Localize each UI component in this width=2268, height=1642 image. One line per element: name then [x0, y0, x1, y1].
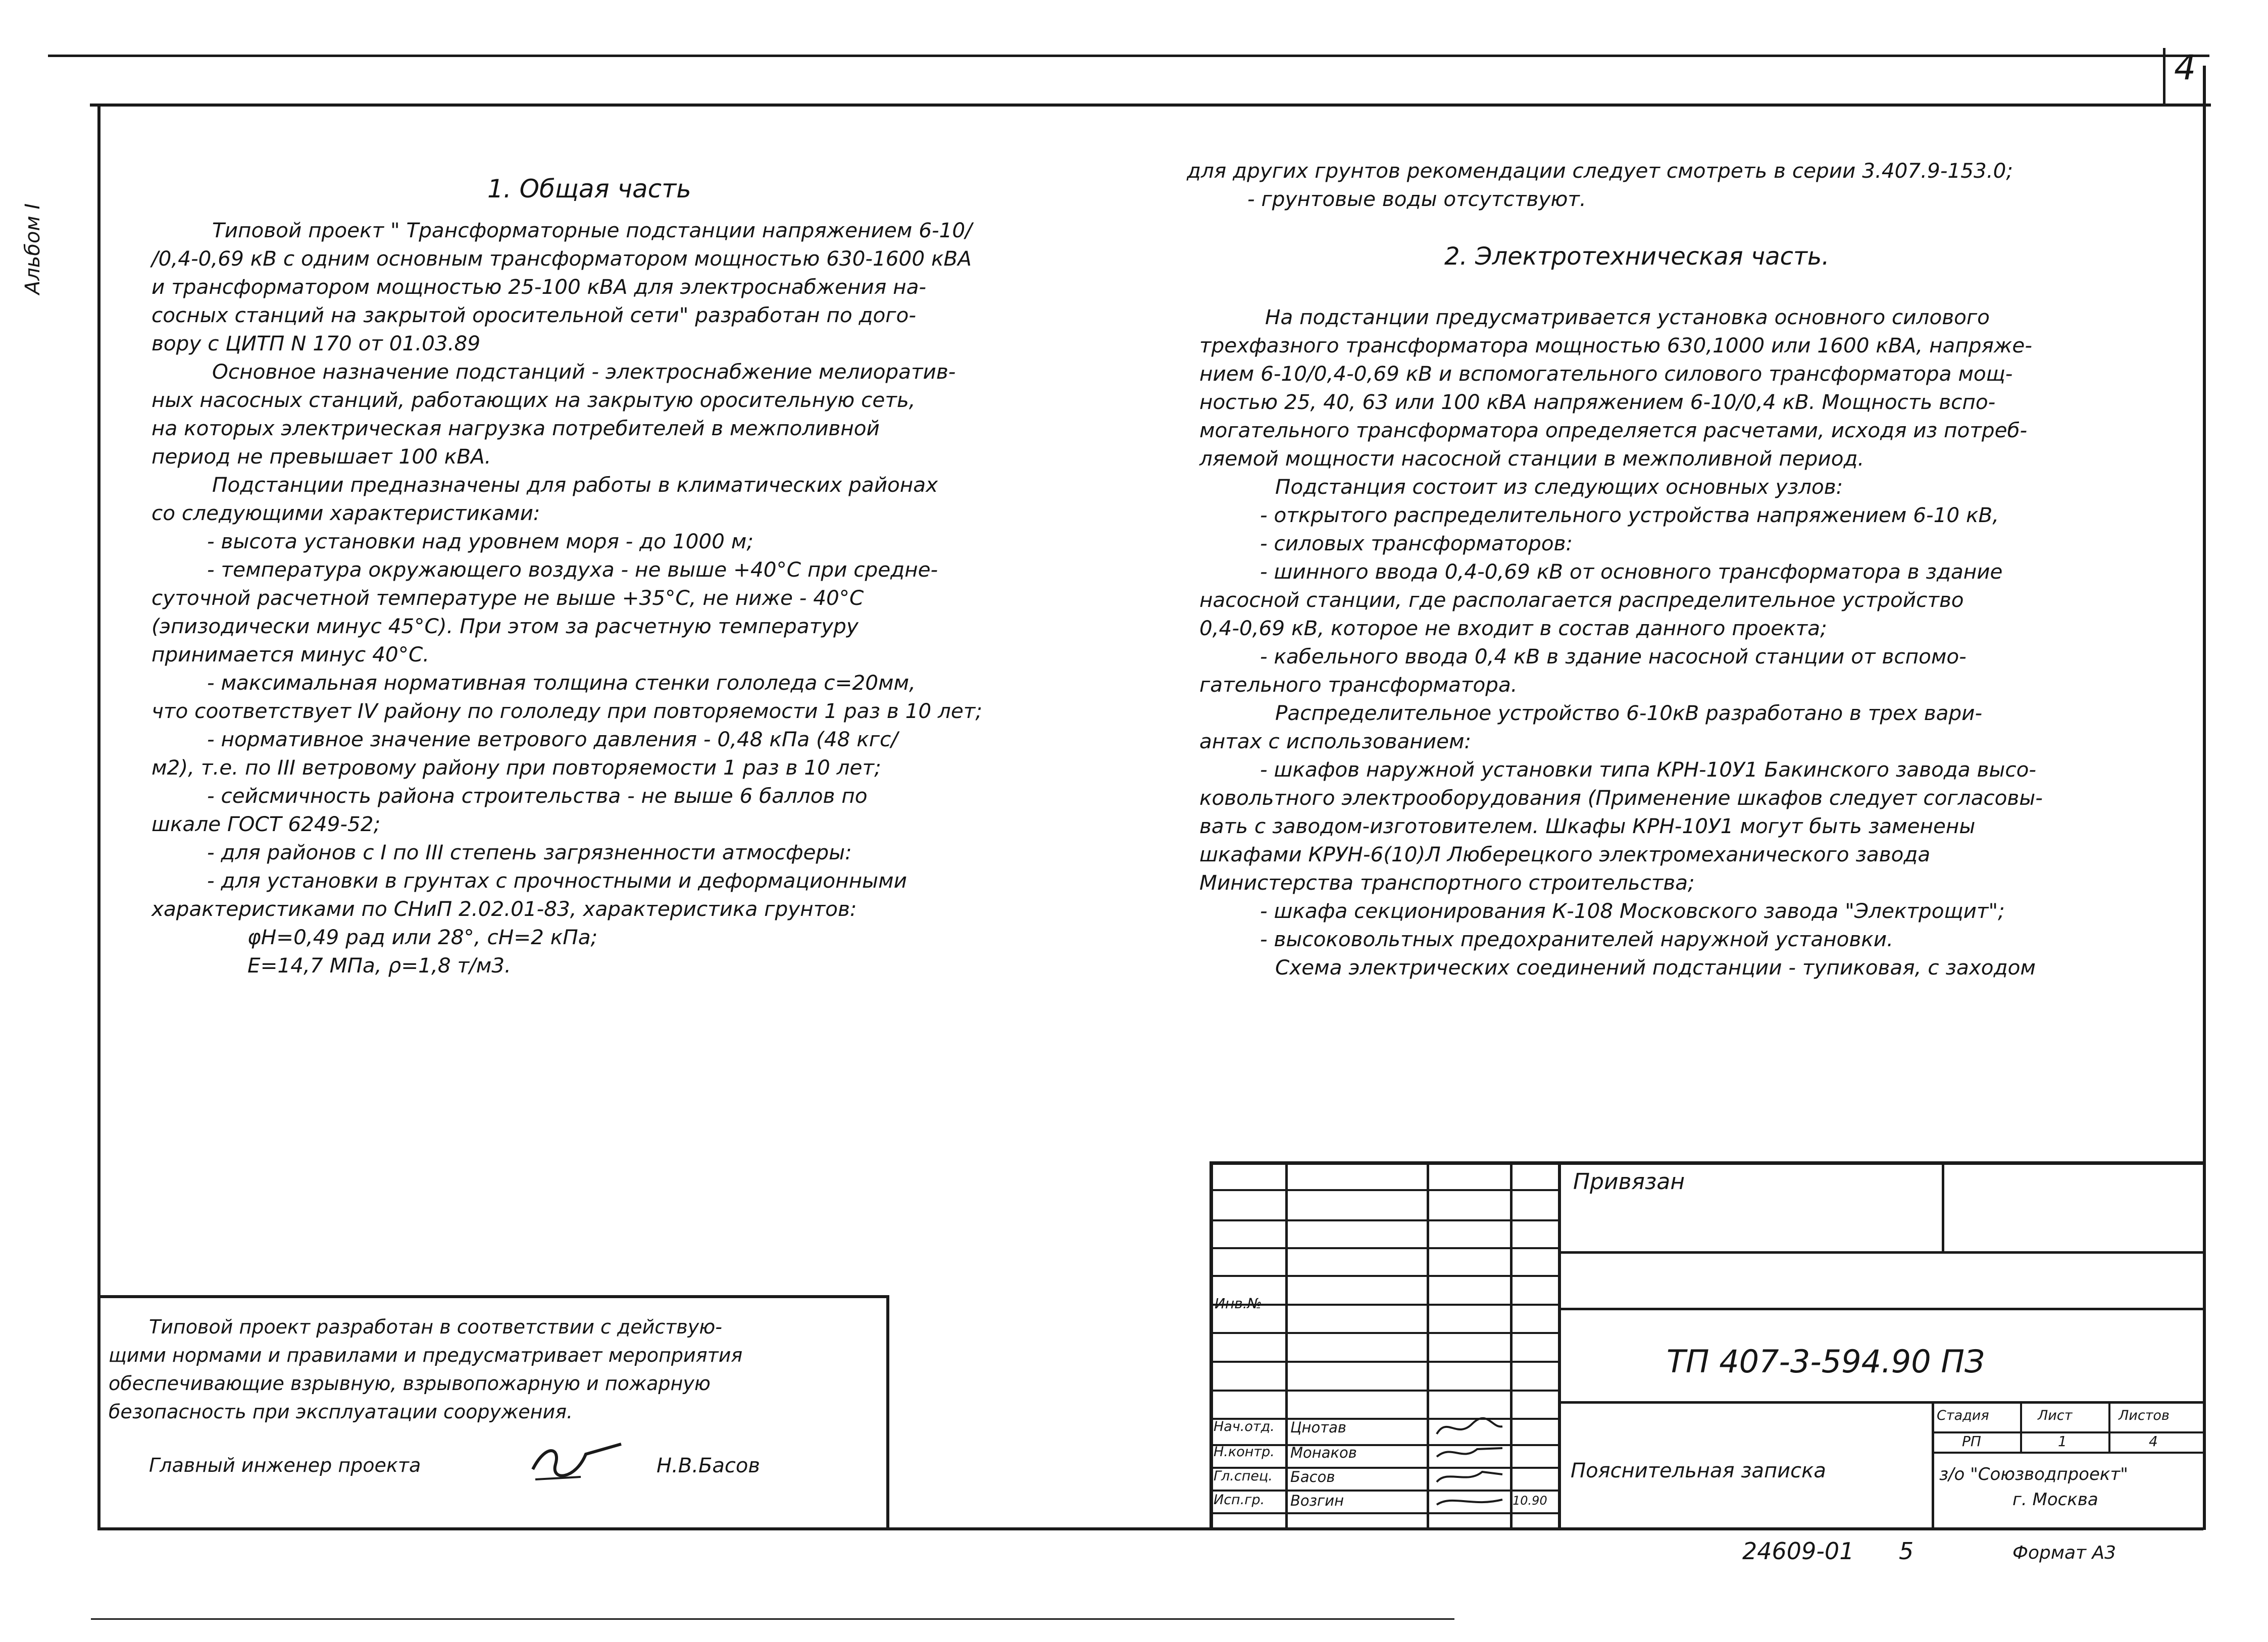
- text-line: Министерства транспортного строительства;: [1199, 870, 1695, 895]
- text-line: 0,4-0,69 кВ, которое не входит в состав данного проекта;: [1199, 616, 1827, 640]
- right-intro-block: [1187, 157, 2013, 213]
- text-line: - сейсмичность района строительства - не выше 6 баллов по: [207, 784, 868, 808]
- text-line: трехфазного трансформатора мощностью 630,1000 или 1600 кВА, напряже-: [1199, 333, 2032, 357]
- top-rule: [48, 55, 2209, 57]
- text-line: (эпизодически минус 45°С). При этом за расчетную температуру: [152, 614, 859, 638]
- person-name: Цнотав: [1290, 1419, 1346, 1436]
- text-line: - шинного ввода 0,4-0,69 кВ от основного трансформатора в здание: [1260, 559, 2003, 584]
- paper-format: Формат А3: [2012, 1543, 2116, 1563]
- text-line: Типовой проект " Трансформаторные подстанции напряжением 6-10/: [212, 218, 972, 242]
- copy-number: 24609-01: [1742, 1537, 1854, 1565]
- bottom-rule: [91, 1618, 1454, 1620]
- text-line: - высоковольтных предохранителей наружной установки.: [1260, 927, 1893, 951]
- text-line: - высота установки над уровнем моря - до 1000 м;: [207, 529, 753, 553]
- text-line: ковольтного электрооборудования (Применение шкафов следует согласовы-: [1199, 786, 2043, 810]
- sheet-header: Лист: [2038, 1408, 2073, 1423]
- person-name: Возгин: [1290, 1492, 1344, 1509]
- note-line: обеспечивающие взрывную, взрывопожарную и пожарную: [109, 1372, 711, 1395]
- section-title-electrical: 2. Электротехническая часть.: [1444, 242, 1830, 271]
- title-block: [1209, 1161, 2204, 1530]
- organization-name: з/о "Союзводпроект": [1939, 1464, 2128, 1484]
- text-line: Схема электрических соединений подстанции - тупиковая, с заходом: [1275, 955, 2036, 980]
- text-line: φН=0,49 рад или 28°, сН=2 кПа;: [247, 925, 598, 949]
- sheet-number: 4: [2174, 48, 2196, 88]
- text-line: - грунтовые воды отсутствуют.: [1247, 187, 1586, 211]
- text-line: насосной станции, где располагается распределительное устройство: [1199, 588, 1964, 612]
- text-line: Подстанция состоит из следующих основных узлов:: [1275, 475, 1843, 499]
- text-line: для других грунтов рекомендации следует смотреть в серии 3.407.9-153.0;: [1187, 159, 2013, 183]
- section-title-general: 1. Общая часть: [487, 174, 691, 203]
- note-line: Типовой проект разработан в соответствии с действую-: [149, 1316, 722, 1338]
- left-text-block: [152, 216, 982, 980]
- text-line: Е=14,7 МПа, ρ=1,8 т/м3.: [247, 953, 511, 978]
- text-line: и трансформатором мощностью 25-100 кВА для электроснабжения на-: [152, 275, 926, 299]
- text-line: характеристиками по СНиП 2.02.01-83, характеристика грунтов:: [152, 897, 857, 921]
- text-line: - нормативное значение ветрового давления - 0,48 кПа (48 кгс/: [207, 727, 898, 751]
- text-line: - шкафа секционирования К-108 Московского завода "Электрощит";: [1260, 899, 2005, 923]
- chief-engineer-name: Н.В.Басов: [657, 1454, 760, 1477]
- text-line: антах с использованием:: [1199, 729, 1472, 753]
- chief-engineer-label: Главный инженер проекта: [149, 1454, 421, 1476]
- text-line: период не превышает 100 кВА.: [152, 444, 491, 469]
- text-line: Основное назначение подстанций - электроснабжение мелиоратив-: [212, 360, 956, 384]
- sheets-header: Листов: [2119, 1408, 2170, 1423]
- stage-value: РП: [1962, 1433, 1981, 1450]
- text-line: - для районов с I по III степень загрязненности атмосферы:: [207, 840, 852, 864]
- text-line: вать с заводом-изготовителем. Шкафы КРН-10У1 могут быть заменены: [1199, 814, 1976, 838]
- text-line: /0,4-0,69 кВ с одним основным трансформатором мощностью 630-1600 кВА: [152, 246, 972, 271]
- text-line: шкале ГОСТ 6249-52;: [152, 812, 381, 836]
- text-line: шкафами КРУН-6(10)Л Люберецкого электромеханического завода: [1199, 842, 1931, 866]
- signatures: [1432, 1414, 1507, 1515]
- text-line: принимается минус 40°С.: [152, 642, 430, 666]
- note-line: безопасность при эксплуатации сооружения.: [109, 1401, 573, 1423]
- text-line: - для установки в грунтах с прочностными и деформационными: [207, 868, 907, 893]
- person-name: Монаков: [1290, 1444, 1357, 1461]
- text-line: ных насосных станций, работающих на закрытую оросительную сеть,: [152, 388, 916, 412]
- note-box-right: [886, 1295, 889, 1527]
- text-line: м2), т.е. по III ветровому району при повторяемости 1 раз в 10 лет;: [152, 755, 881, 780]
- role-label: Н.контр.: [1214, 1444, 1275, 1460]
- text-line: суточной расчетной температуре не выше +35°С, не ниже - 40°С: [152, 586, 864, 610]
- stage-header: Стадия: [1937, 1408, 1989, 1423]
- role-label: Нач.отд.: [1214, 1419, 1275, 1434]
- document-code: ТП 407-3-594.90 ПЗ: [1667, 1343, 1985, 1380]
- text-line: На подстанции предусматривается установка основного силового: [1265, 305, 1990, 329]
- text-line: сосных станций на закрытой оросительной сети" разработан по дого-: [152, 303, 916, 327]
- text-line: Подстанции предназначены для работы в климатических районах: [212, 473, 938, 497]
- text-line: - открытого распределительного устройства напряжением 6-10 кВ,: [1260, 503, 1999, 527]
- text-line: - температура окружающего воздуха - не выше +40°С при средне-: [207, 557, 938, 582]
- organization-city: г. Москва: [2012, 1490, 2098, 1510]
- text-line: ляемой мощности насосной станции в межполивной период.: [1199, 446, 1864, 471]
- album-label: Альбом I: [21, 203, 44, 295]
- copy-suffix: 5: [1899, 1537, 1914, 1565]
- text-line: могательного трансформатора определяется расчетами, исходя из потреб-: [1199, 418, 2028, 442]
- right-text-block: [1199, 303, 2043, 982]
- text-line: - максимальная нормативная толщина стенки гололеда с=20мм,: [207, 671, 916, 695]
- text-line: гательного трансформатора.: [1199, 673, 1518, 697]
- document-title: Пояснительная записка: [1571, 1459, 1826, 1482]
- text-line: Распределительное устройство 6-10кВ разработано в трех вари-: [1275, 701, 1983, 725]
- text-line: на которых электрическая нагрузка потребителей в межполивной: [152, 416, 880, 440]
- bound-label: Привязан: [1573, 1169, 1685, 1195]
- text-line: что соответствует IV району по гололеду при повторяемости 1 раз в 10 лет;: [152, 699, 983, 723]
- frame-left: [97, 104, 100, 1530]
- text-line: со следующими характеристиками:: [152, 501, 540, 525]
- sheet-box-left: [2163, 48, 2165, 106]
- text-line: вору с ЦИТП N 170 от 01.03.89: [152, 331, 481, 355]
- sheets-value: 4: [2149, 1433, 2158, 1450]
- text-line: - силовых трансформаторов:: [1260, 531, 1573, 555]
- role-label: Исп.гр.: [1214, 1492, 1265, 1508]
- engineer-signature: [525, 1434, 626, 1490]
- frame-top: [90, 104, 2211, 107]
- person-name: Басов: [1290, 1468, 1335, 1485]
- note-text-block: [109, 1313, 742, 1426]
- note-line: щими нормами и правилами и предусматривает мероприятия: [109, 1344, 743, 1366]
- inv-label: Инв.№: [1215, 1295, 1262, 1312]
- text-line: - шкафов наружной установки типа КРН-10У1 Бакинского завода высо-: [1260, 757, 2037, 782]
- date-cell: 10.90: [1513, 1494, 1547, 1508]
- text-line: нием 6-10/0,4-0,69 кВ и вспомогательного силового трансформатора мощ-: [1199, 362, 2013, 386]
- note-box-top: [98, 1295, 889, 1298]
- text-line: ностью 25, 40, 63 или 100 кВА напряжением 6-10/0,4 кВ. Мощность вспо-: [1199, 390, 1996, 414]
- sheet-value: 1: [2058, 1433, 2067, 1450]
- text-line: - кабельного ввода 0,4 кВ в здание насосной станции от вспомо-: [1260, 644, 1967, 669]
- role-label: Гл.спец.: [1214, 1468, 1273, 1484]
